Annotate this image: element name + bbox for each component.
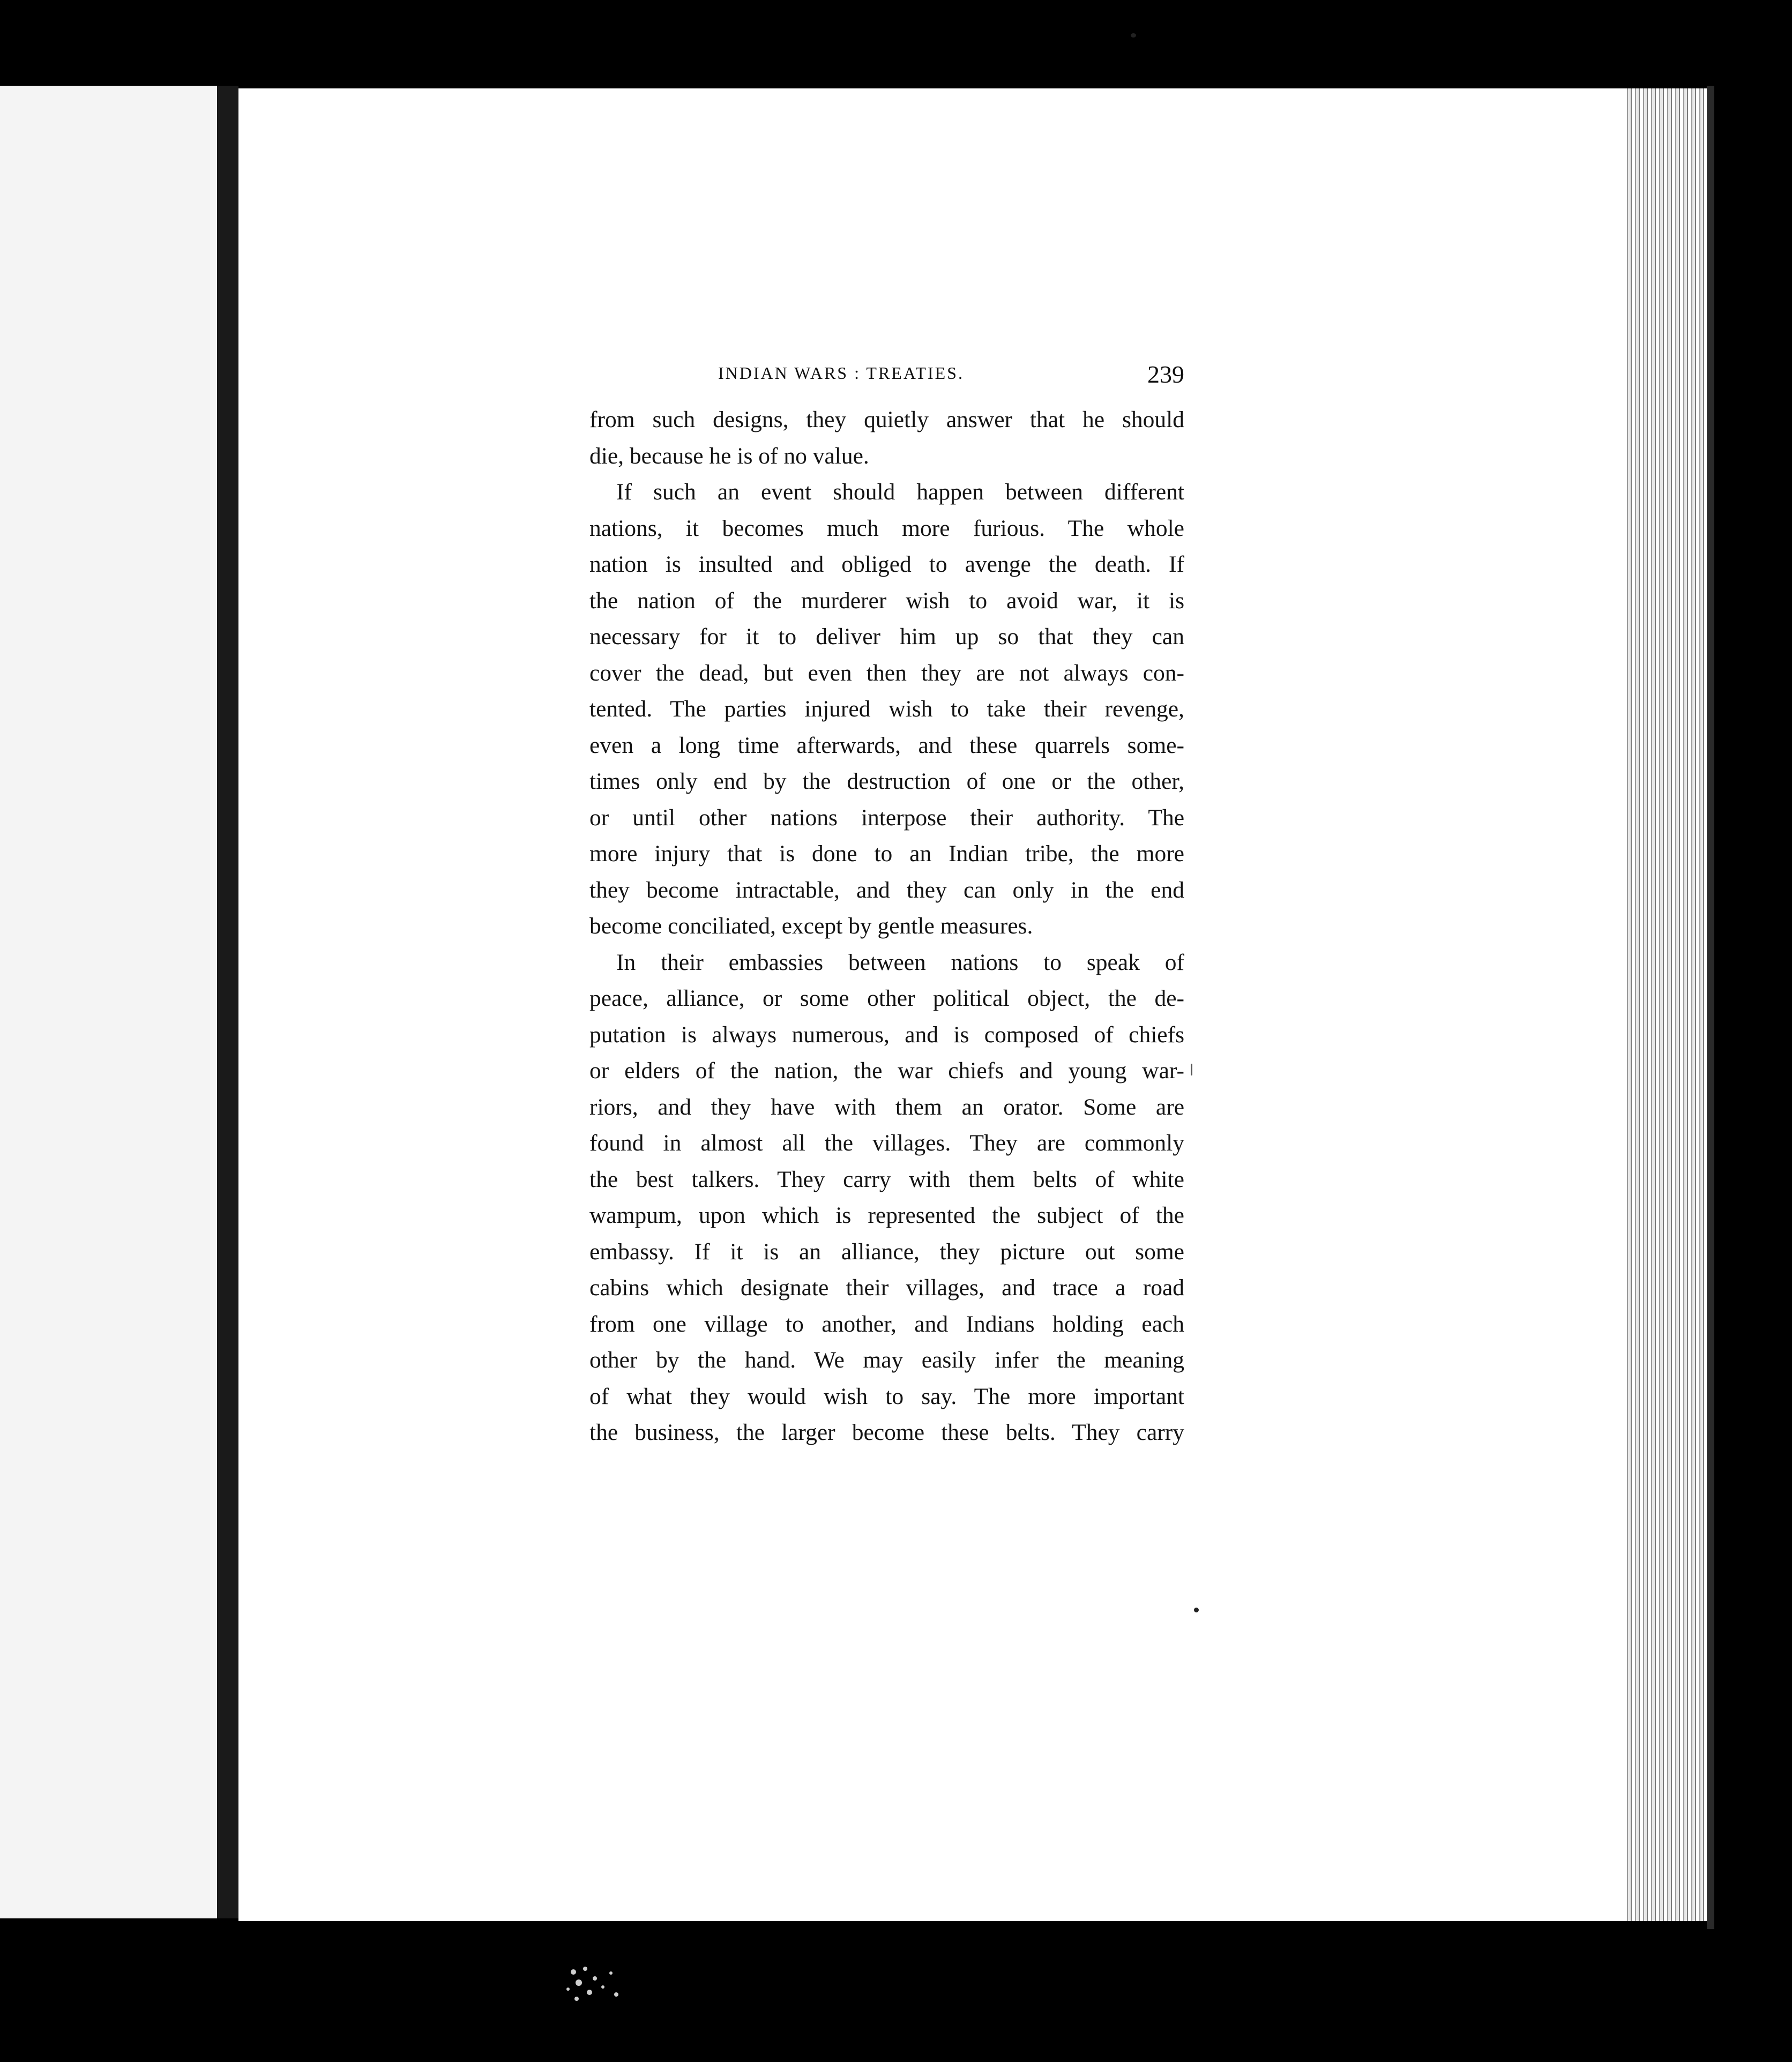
text-line: embassy. If it is an alliance, they picture out some bbox=[589, 1238, 1184, 1265]
page-number: 239 bbox=[1147, 361, 1184, 388]
text-line: other by the hand. We may easily infer the meaning bbox=[589, 1347, 1184, 1373]
text-line: nation is insulted and obliged to avenge the death. If bbox=[589, 551, 1184, 577]
scan-speck bbox=[1131, 33, 1136, 38]
running-head-title: INDIAN WARS : TREATIES. bbox=[718, 363, 964, 383]
text-line: tented. The parties injured wish to take their revenge, bbox=[589, 696, 1184, 722]
text-line: found in almost all the villages. They are commonly bbox=[589, 1130, 1184, 1156]
previous-page-edge bbox=[0, 86, 217, 1918]
scan-speck bbox=[1191, 1064, 1192, 1075]
text-line: the business, the larger become these belts. They carry bbox=[589, 1420, 1184, 1445]
text-line: even a long time afterwards, and these quarrels some- bbox=[589, 732, 1184, 758]
text-line: necessary for it to deliver him up so that they can bbox=[589, 624, 1184, 649]
text-line: peace, alliance, or some other political object, the de- bbox=[589, 985, 1184, 1011]
scan-noise-marks bbox=[557, 1961, 648, 2020]
running-head bbox=[589, 360, 1184, 392]
text-line: times only end by the destruction of one or the other, bbox=[589, 768, 1184, 794]
text-line: the nation of the murderer wish to avoid war, it is bbox=[589, 587, 1184, 614]
text-line: riors, and they have with them an orator. Some are bbox=[589, 1094, 1184, 1120]
text-line: from such designs, they quietly answer that he should bbox=[589, 407, 1184, 432]
text-line: wampum, upon which is represented the subject of the bbox=[589, 1202, 1184, 1228]
text-line: from one village to another, and Indians holding each bbox=[589, 1311, 1184, 1337]
text-line: nations, it becomes much more furious. The whole bbox=[589, 515, 1184, 541]
book-edge-shadow bbox=[1707, 86, 1714, 1929]
text-line: more injury that is done to an Indian tribe, the more bbox=[589, 841, 1184, 866]
book-gutter bbox=[217, 86, 238, 1918]
text-line: In their embassies between nations to speak of bbox=[616, 949, 1184, 975]
text-line: they become intractable, and they can only in the end bbox=[589, 877, 1184, 903]
text-line: putation is always numerous, and is composed of chiefs bbox=[589, 1021, 1184, 1048]
text-line: cover the dead, but even then they are not always con- bbox=[589, 660, 1184, 686]
text-line: cabins which designate their villages, and trace a road bbox=[589, 1275, 1184, 1301]
text-line: die, because he is of no value. bbox=[589, 443, 869, 469]
text-line: If such an event should happen between different bbox=[616, 479, 1184, 505]
text-line: become conciliated, except by gentle measures. bbox=[589, 913, 1033, 939]
text-line: or elders of the nation, the war chiefs and young war- bbox=[589, 1058, 1184, 1084]
text-line: the best talkers. They carry with them belts of white bbox=[589, 1166, 1184, 1192]
scan-speck bbox=[1194, 1608, 1199, 1612]
text-line: or until other nations interpose their authority. The bbox=[589, 804, 1184, 831]
text-line: of what they would wish to say. The more important bbox=[589, 1383, 1184, 1409]
stacked-page-edges bbox=[1624, 88, 1709, 1921]
body-text bbox=[589, 402, 1184, 1451]
